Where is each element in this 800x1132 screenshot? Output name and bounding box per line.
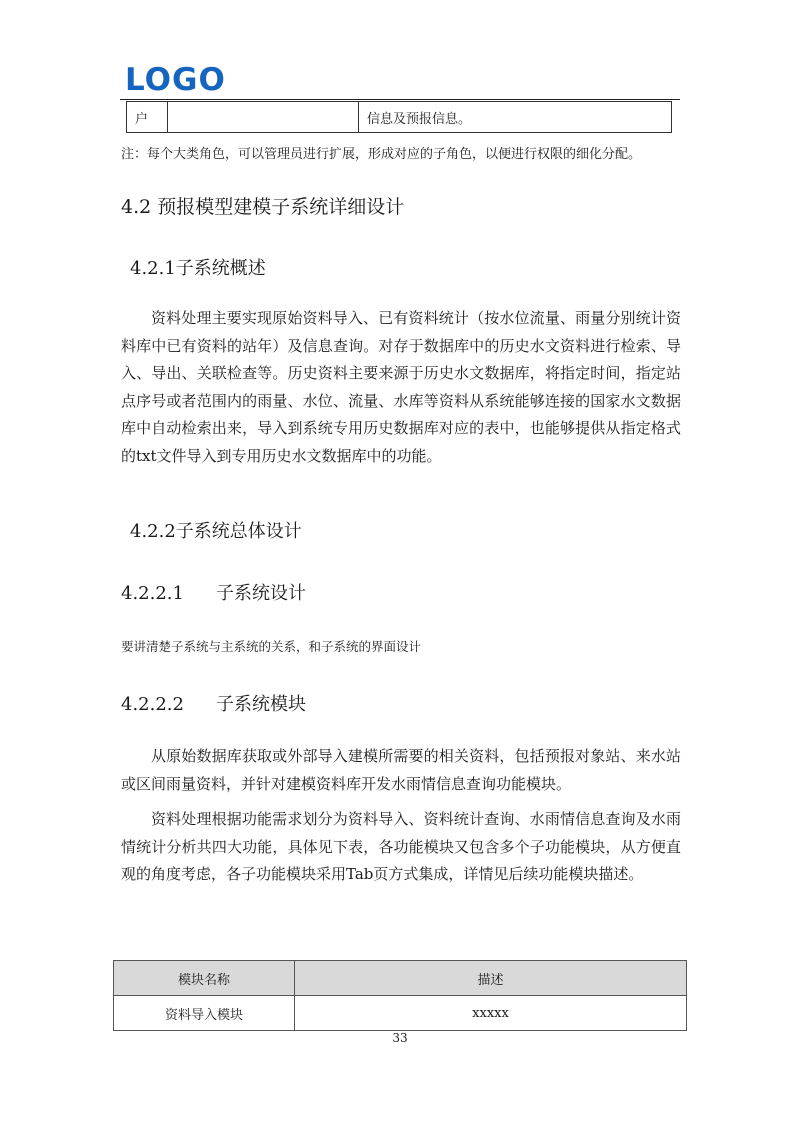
design-note: 要讲清楚子系统与主系统的关系，和子系统的界面设计 xyxy=(121,639,422,654)
table-row xyxy=(127,102,672,133)
heading-number: 4.2.2.2 xyxy=(121,694,184,715)
heading-title: 子系统模块 xyxy=(216,694,306,715)
subsection-heading-overview: 4.2.1子系统概述 xyxy=(130,258,266,279)
table-cell: xxxxx xyxy=(295,996,687,1031)
table-row xyxy=(114,996,687,1031)
table-cell: 信息及预报信息。 xyxy=(359,102,672,133)
header-rule xyxy=(120,99,680,100)
column-header: 描述 xyxy=(295,961,687,996)
heading-number: 4.2.2.1 xyxy=(121,583,184,604)
heading-title: 子系统设计 xyxy=(216,583,306,604)
overview-paragraph: 资料处理主要实现原始资料导入、已有资料统计（按水位流量、雨量分别统计资料库中已有资料的站年）及信息查询。对存于数据库中的历史水文资料进行检索、导入、导出、关联检查等。历史资料主要来源于历史水文数据库，将指定时间，指定站点序号或者范围内的雨量、水位、流量、水库等资料从系统能够连接的国家水文数据库中自动检索出来，导入到系统专用历史数据库对应的表中，也能够提供从指定格式的txt文件导入到专用历史水文数据库中的功能。 xyxy=(121,309,681,465)
table-note: 注：每个大类角色，可以管理员进行扩展，形成对应的子角色，以便进行权限的细化分配。 xyxy=(121,147,642,162)
module-table xyxy=(113,960,687,1031)
column-header: 模块名称 xyxy=(114,961,295,996)
table-cell xyxy=(168,102,359,133)
page-number: 33 xyxy=(392,1031,408,1045)
table-header-row xyxy=(114,961,687,996)
table-cell: 资料导入模块 xyxy=(114,996,295,1031)
heading-subsystem-modules xyxy=(121,690,306,716)
module-paragraph-2: 资料处理根据功能需求划分为资料导入、资料统计查询、水雨情信息查询及水雨情统计分析共四大功能，具体见下表，各功能模块又包含多个子功能模块，从方便直观的角度考虑，各子功能模块采用Tab页方式集成，详情见后续功能模块描述。 xyxy=(121,810,681,883)
subsection-heading-design: 4.2.2子系统总体设计 xyxy=(130,521,302,542)
heading-subsystem-design xyxy=(121,579,306,605)
logo: LOGO xyxy=(125,62,226,98)
table-cell: 户 xyxy=(127,102,168,133)
section-heading: 4.2 预报模型建模子系统详细设计 xyxy=(121,196,405,218)
module-paragraph-1: 从原始数据库获取或外部导入建模所需要的相关资料，包括预报对象站、来水站或区间雨量资料，并针对建模资料库开发水雨情信息查询功能模块。 xyxy=(121,747,681,793)
top-table xyxy=(126,101,672,133)
